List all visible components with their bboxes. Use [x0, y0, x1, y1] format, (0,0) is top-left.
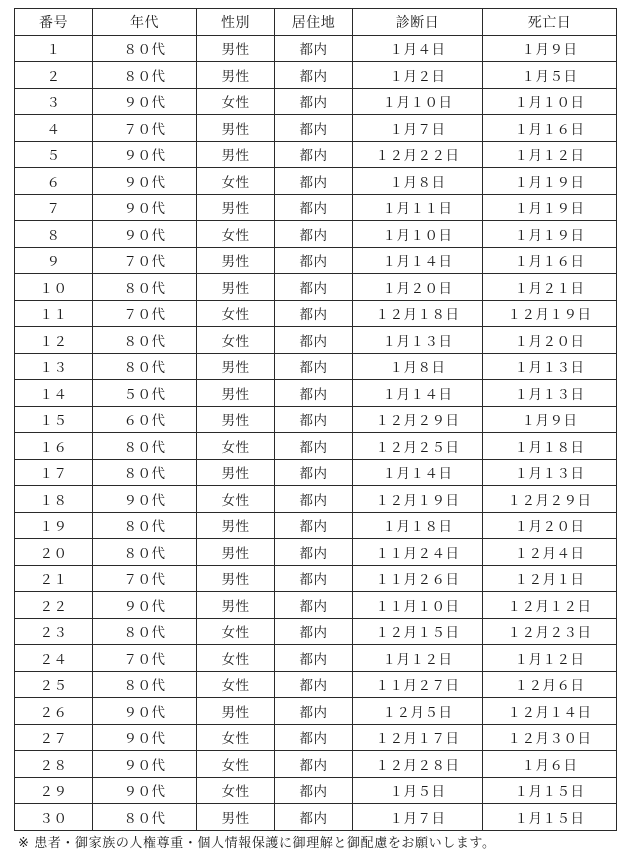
cell-residence: 都内 [275, 698, 353, 725]
cell-death-date: １２月２９日 [483, 486, 617, 513]
cell-death-date: １月１５日 [483, 777, 617, 804]
cell-death-date: １月２０日 [483, 327, 617, 354]
cell-death-date: １月５日 [483, 62, 617, 89]
cell-number: １３ [15, 353, 93, 380]
cell-sex: 男性 [197, 512, 275, 539]
cell-age-group: ７０代 [93, 300, 197, 327]
cell-sex: 男性 [197, 804, 275, 831]
cell-number: １８ [15, 486, 93, 513]
cell-diagnosis-date: １月１１日 [353, 194, 483, 221]
cell-age-group: ９０代 [93, 777, 197, 804]
cell-diagnosis-date: １月１８日 [353, 512, 483, 539]
cell-residence: 都内 [275, 168, 353, 195]
cell-number: ２ [15, 62, 93, 89]
cell-death-date: １月１０日 [483, 88, 617, 115]
cell-number: ２３ [15, 618, 93, 645]
cell-death-date: １２月３０日 [483, 724, 617, 751]
cell-diagnosis-date: １１月２４日 [353, 539, 483, 566]
cell-diagnosis-date: １１月１０日 [353, 592, 483, 619]
cell-diagnosis-date: １月２０日 [353, 274, 483, 301]
cell-age-group: ８０代 [93, 62, 197, 89]
cell-sex: 男性 [197, 698, 275, 725]
cell-residence: 都内 [275, 751, 353, 778]
cell-death-date: １月１２日 [483, 645, 617, 672]
cell-number: １５ [15, 406, 93, 433]
cell-diagnosis-date: １月４日 [353, 35, 483, 62]
cell-sex: 男性 [197, 592, 275, 619]
cell-residence: 都内 [275, 247, 353, 274]
cell-number: ２２ [15, 592, 93, 619]
cell-age-group: ７０代 [93, 565, 197, 592]
cell-number: ９ [15, 247, 93, 274]
cell-sex: 男性 [197, 353, 275, 380]
cell-number: ４ [15, 115, 93, 142]
table-row [15, 459, 617, 486]
cell-residence: 都内 [275, 380, 353, 407]
cell-sex: 女性 [197, 486, 275, 513]
table-body [15, 35, 617, 830]
table-row [15, 380, 617, 407]
table-row [15, 194, 617, 221]
cell-residence: 都内 [275, 565, 353, 592]
cell-residence: 都内 [275, 194, 353, 221]
table-row [15, 645, 617, 672]
cell-age-group: ９０代 [93, 88, 197, 115]
cell-death-date: １月９日 [483, 35, 617, 62]
cell-number: ７ [15, 194, 93, 221]
table-row [15, 35, 617, 62]
cell-sex: 女性 [197, 751, 275, 778]
table-row [15, 88, 617, 115]
cell-age-group: ８０代 [93, 433, 197, 460]
cell-age-group: ６０代 [93, 406, 197, 433]
cell-residence: 都内 [275, 671, 353, 698]
cell-death-date: １月６日 [483, 751, 617, 778]
table-row [15, 247, 617, 274]
cell-diagnosis-date: １２月１５日 [353, 618, 483, 645]
cell-sex: 男性 [197, 115, 275, 142]
cell-death-date: １月１９日 [483, 194, 617, 221]
table-row [15, 406, 617, 433]
cell-sex: 男性 [197, 141, 275, 168]
table-row [15, 565, 617, 592]
header-row [15, 9, 617, 36]
cell-diagnosis-date: １月５日 [353, 777, 483, 804]
cell-number: ３ [15, 88, 93, 115]
cell-diagnosis-date: １２月１７日 [353, 724, 483, 751]
table-row [15, 274, 617, 301]
cell-residence: 都内 [275, 327, 353, 354]
cell-sex: 男性 [197, 539, 275, 566]
cell-sex: 女性 [197, 88, 275, 115]
cell-residence: 都内 [275, 221, 353, 248]
cell-sex: 男性 [197, 459, 275, 486]
cell-number: ３０ [15, 804, 93, 831]
cell-age-group: ７０代 [93, 247, 197, 274]
cell-residence: 都内 [275, 459, 353, 486]
cell-residence: 都内 [275, 115, 353, 142]
table-row [15, 539, 617, 566]
cell-death-date: １２月１２日 [483, 592, 617, 619]
cell-age-group: ８０代 [93, 618, 197, 645]
cell-death-date: １月１３日 [483, 353, 617, 380]
cell-residence: 都内 [275, 300, 353, 327]
cell-age-group: ９０代 [93, 486, 197, 513]
header-diagnosis-date: 診断日 [353, 9, 483, 36]
cell-death-date: １月１５日 [483, 804, 617, 831]
header-death-date: 死亡日 [483, 9, 617, 36]
table-row [15, 618, 617, 645]
cell-residence: 都内 [275, 62, 353, 89]
cell-sex: 女性 [197, 300, 275, 327]
cell-diagnosis-date: １月８日 [353, 353, 483, 380]
cell-number: ２０ [15, 539, 93, 566]
cell-death-date: １２月１９日 [483, 300, 617, 327]
cell-sex: 女性 [197, 327, 275, 354]
table-row [15, 353, 617, 380]
cell-age-group: ８０代 [93, 804, 197, 831]
table-row [15, 698, 617, 725]
cell-number: １６ [15, 433, 93, 460]
cell-diagnosis-date: １２月２８日 [353, 751, 483, 778]
cell-residence: 都内 [275, 88, 353, 115]
cell-age-group: ７０代 [93, 115, 197, 142]
cell-death-date: １月１９日 [483, 168, 617, 195]
header-number: 番号 [15, 9, 93, 36]
cell-number: ２８ [15, 751, 93, 778]
cell-number: １２ [15, 327, 93, 354]
cell-sex: 男性 [197, 35, 275, 62]
cell-age-group: ８０代 [93, 274, 197, 301]
cell-death-date: １月１３日 [483, 459, 617, 486]
table-row [15, 486, 617, 513]
cell-diagnosis-date: １月７日 [353, 115, 483, 142]
cell-age-group: ９０代 [93, 724, 197, 751]
cell-death-date: １月２１日 [483, 274, 617, 301]
table-row [15, 62, 617, 89]
cell-sex: 男性 [197, 274, 275, 301]
cell-residence: 都内 [275, 618, 353, 645]
cell-death-date: １２月１４日 [483, 698, 617, 725]
cell-death-date: １月２０日 [483, 512, 617, 539]
cell-diagnosis-date: １２月５日 [353, 698, 483, 725]
cell-sex: 男性 [197, 565, 275, 592]
cell-sex: 女性 [197, 645, 275, 672]
table-row [15, 221, 617, 248]
table-row [15, 115, 617, 142]
footnote: ※ 患者・御家族の人権尊重・個人情報保護に御理解と御配慮をお願いします。 [18, 836, 496, 851]
header-age-group: 年代 [93, 9, 197, 36]
cell-number: ２９ [15, 777, 93, 804]
cell-residence: 都内 [275, 645, 353, 672]
table-row [15, 141, 617, 168]
cell-diagnosis-date: １２月２２日 [353, 141, 483, 168]
cell-age-group: ８０代 [93, 327, 197, 354]
cell-number: ２６ [15, 698, 93, 725]
cell-number: ５ [15, 141, 93, 168]
cell-death-date: １月１６日 [483, 247, 617, 274]
table-row [15, 327, 617, 354]
cell-number: ２１ [15, 565, 93, 592]
cell-sex: 女性 [197, 724, 275, 751]
cell-diagnosis-date: １１月２７日 [353, 671, 483, 698]
cell-diagnosis-date: １月１４日 [353, 380, 483, 407]
cell-diagnosis-date: １２月１９日 [353, 486, 483, 513]
cell-diagnosis-date: １月２日 [353, 62, 483, 89]
table-row [15, 804, 617, 831]
header-residence: 居住地 [275, 9, 353, 36]
cell-death-date: １月１８日 [483, 433, 617, 460]
cell-diagnosis-date: １月１３日 [353, 327, 483, 354]
cell-age-group: ９０代 [93, 168, 197, 195]
cell-age-group: ８０代 [93, 459, 197, 486]
cell-sex: 女性 [197, 433, 275, 460]
cell-death-date: １月１９日 [483, 221, 617, 248]
records-table [14, 8, 617, 831]
cell-age-group: ８０代 [93, 671, 197, 698]
cell-diagnosis-date: １２月２９日 [353, 406, 483, 433]
cell-age-group: ９０代 [93, 751, 197, 778]
table-row [15, 592, 617, 619]
cell-age-group: ９０代 [93, 592, 197, 619]
cell-age-group: ５０代 [93, 380, 197, 407]
table-row [15, 724, 617, 751]
table-row [15, 512, 617, 539]
cell-residence: 都内 [275, 539, 353, 566]
cell-residence: 都内 [275, 486, 353, 513]
cell-number: １ [15, 35, 93, 62]
cell-sex: 女性 [197, 618, 275, 645]
cell-number: １４ [15, 380, 93, 407]
cell-residence: 都内 [275, 406, 353, 433]
cell-diagnosis-date: １月１４日 [353, 459, 483, 486]
cell-death-date: １２月２３日 [483, 618, 617, 645]
cell-number: ２５ [15, 671, 93, 698]
table-row [15, 671, 617, 698]
cell-age-group: ８０代 [93, 353, 197, 380]
cell-diagnosis-date: １月７日 [353, 804, 483, 831]
cell-diagnosis-date: １２月２５日 [353, 433, 483, 460]
cell-diagnosis-date: １月８日 [353, 168, 483, 195]
cell-number: ６ [15, 168, 93, 195]
cell-death-date: １２月４日 [483, 539, 617, 566]
cell-residence: 都内 [275, 274, 353, 301]
cell-residence: 都内 [275, 353, 353, 380]
cell-sex: 男性 [197, 406, 275, 433]
cell-death-date: １２月１日 [483, 565, 617, 592]
cell-death-date: １２月６日 [483, 671, 617, 698]
cell-diagnosis-date: １１月２６日 [353, 565, 483, 592]
cell-age-group: ９０代 [93, 698, 197, 725]
cell-sex: 女性 [197, 168, 275, 195]
table-header [15, 9, 617, 36]
cell-residence: 都内 [275, 35, 353, 62]
cell-residence: 都内 [275, 592, 353, 619]
cell-number: １７ [15, 459, 93, 486]
cell-diagnosis-date: １月１４日 [353, 247, 483, 274]
cell-age-group: ８０代 [93, 512, 197, 539]
cell-sex: 男性 [197, 247, 275, 274]
cell-death-date: １月１２日 [483, 141, 617, 168]
cell-number: １０ [15, 274, 93, 301]
cell-number: １１ [15, 300, 93, 327]
table-row [15, 777, 617, 804]
cell-residence: 都内 [275, 433, 353, 460]
header-sex: 性別 [197, 9, 275, 36]
cell-age-group: ９０代 [93, 194, 197, 221]
cell-number: １９ [15, 512, 93, 539]
cell-age-group: ８０代 [93, 539, 197, 566]
cell-residence: 都内 [275, 804, 353, 831]
cell-death-date: １月１６日 [483, 115, 617, 142]
cell-residence: 都内 [275, 724, 353, 751]
cell-diagnosis-date: １月１２日 [353, 645, 483, 672]
cell-age-group: ８０代 [93, 35, 197, 62]
table-row [15, 300, 617, 327]
cell-age-group: ９０代 [93, 221, 197, 248]
cell-diagnosis-date: １月１０日 [353, 221, 483, 248]
cell-residence: 都内 [275, 512, 353, 539]
table-row [15, 168, 617, 195]
table-row [15, 433, 617, 460]
table-row [15, 751, 617, 778]
cell-number: ８ [15, 221, 93, 248]
cell-number: ２４ [15, 645, 93, 672]
cell-sex: 男性 [197, 380, 275, 407]
cell-age-group: ７０代 [93, 645, 197, 672]
cell-death-date: １月９日 [483, 406, 617, 433]
cell-sex: 女性 [197, 777, 275, 804]
cell-sex: 女性 [197, 671, 275, 698]
cell-residence: 都内 [275, 141, 353, 168]
cell-diagnosis-date: １２月１８日 [353, 300, 483, 327]
cell-sex: 女性 [197, 221, 275, 248]
cell-sex: 男性 [197, 194, 275, 221]
cell-diagnosis-date: １月１０日 [353, 88, 483, 115]
cell-death-date: １月１３日 [483, 380, 617, 407]
cell-sex: 男性 [197, 62, 275, 89]
cell-age-group: ９０代 [93, 141, 197, 168]
cell-number: ２７ [15, 724, 93, 751]
cell-residence: 都内 [275, 777, 353, 804]
